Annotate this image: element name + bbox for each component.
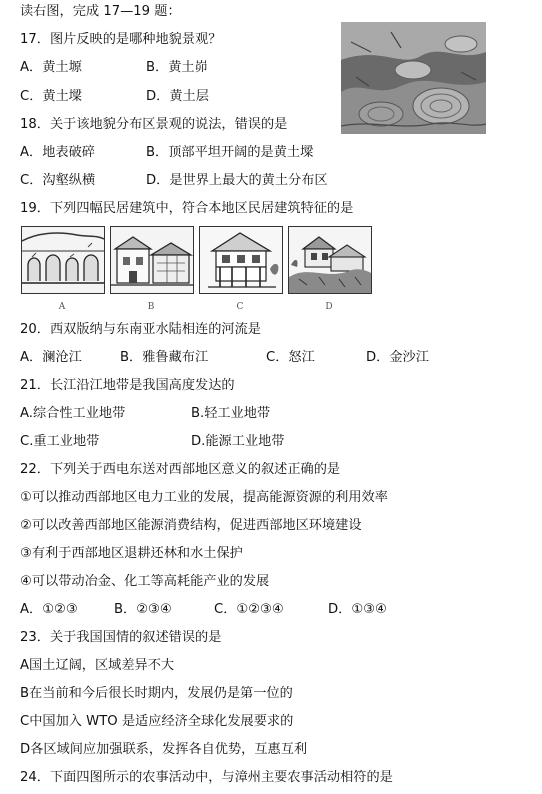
dwelling-image-b — [110, 226, 194, 294]
q21-option-a: A.综合性工业地带 — [20, 406, 126, 421]
q17-stem: 17．图片反映的是哪种地貌景观？ — [20, 32, 222, 47]
q18-stem: 18．关于该地貌分布区景观的说法，错误的是 — [20, 117, 288, 132]
intro-text: 读右图，完成 17—19 题： — [20, 4, 181, 19]
dwelling-image-c — [199, 226, 283, 294]
q22-option-a: A．①②③ — [20, 602, 78, 617]
loess-landform-photo — [341, 22, 486, 134]
q20-option-a: A．澜沧江 — [20, 350, 82, 365]
q17-option-a: A．黄土塬 — [20, 60, 82, 75]
dwelling-caption-a: A — [58, 302, 66, 312]
q18-option-b: B．顶部平坦开阔的是黄土墚 — [146, 145, 314, 160]
dwelling-caption-d: D — [325, 302, 333, 312]
q17-option-b: B．黄土峁 — [146, 60, 208, 75]
q22-option-c: C．①②③④ — [214, 602, 284, 617]
q18-option-d: D．是世界上最大的黄土分布区 — [146, 173, 328, 188]
q17-option-c: C．黄土墚 — [20, 89, 82, 104]
q17-option-d: D．黄土层 — [146, 89, 209, 104]
q23-option-c: C中国加入 WTO 是适应经济全球化发展要求的 — [20, 714, 294, 729]
dwelling-image-d — [288, 226, 372, 294]
q22-statement-3: ③有利于西部地区退耕还林和水土保护 — [20, 546, 243, 561]
q20-option-c: C．怒江 — [266, 350, 315, 365]
q22-stem: 22．下列关于西电东送对西部地区意义的叙述正确的是 — [20, 462, 341, 477]
q20-option-d: D．金沙江 — [366, 350, 429, 365]
q18-option-c: C．沟壑纵横 — [20, 173, 96, 188]
q22-option-d: D．①③④ — [328, 602, 387, 617]
q23-option-d: D各区域间应加强联系，发挥各自优势，互惠互利 — [20, 742, 308, 757]
q24-stem: 24．下面四图所示的农事活动中，与漳州主要农事活动相符的是 — [20, 770, 393, 785]
q22-statement-2: ②可以改善西部地区能源消费结构，促进西部地区环境建设 — [20, 518, 362, 533]
q22-statement-4: ④可以带动冶金、化工等高耗能产业的发展 — [20, 574, 270, 589]
q23-stem: 23．关于我国国情的叙述错误的是 — [20, 630, 222, 645]
q20-option-b: B．雅鲁藏布江 — [120, 350, 209, 365]
q23-option-a: A国土辽阔，区域差异不大 — [20, 658, 175, 673]
q21-stem: 21．长江沿江地带是我国高度发达的 — [20, 378, 235, 393]
q21-option-c: C.重工业地带 — [20, 434, 100, 449]
dwelling-caption-c: C — [236, 302, 244, 312]
q21-option-b: B.轻工业地带 — [191, 406, 271, 421]
q21-option-d: D.能源工业地带 — [191, 434, 285, 449]
dwelling-image-a — [21, 226, 105, 294]
loess-photo-image — [341, 22, 486, 134]
q22-option-b: B．②③④ — [114, 602, 172, 617]
q23-option-b: B在当前和今后很长时期内，发展仍是第一位的 — [20, 686, 293, 701]
q18-option-a: A．地表破碎 — [20, 145, 95, 160]
dwelling-caption-b: B — [147, 302, 155, 312]
q20-stem: 20．西双版纳与东南亚水陆相连的河流是 — [20, 322, 261, 337]
q22-statement-1: ①可以推动西部地区电力工业的发展，提高能源资源的利用效率 — [20, 490, 388, 505]
q19-stem: 19．下列四幅民居建筑中，符合本地区民居建筑特征的是 — [20, 201, 354, 216]
